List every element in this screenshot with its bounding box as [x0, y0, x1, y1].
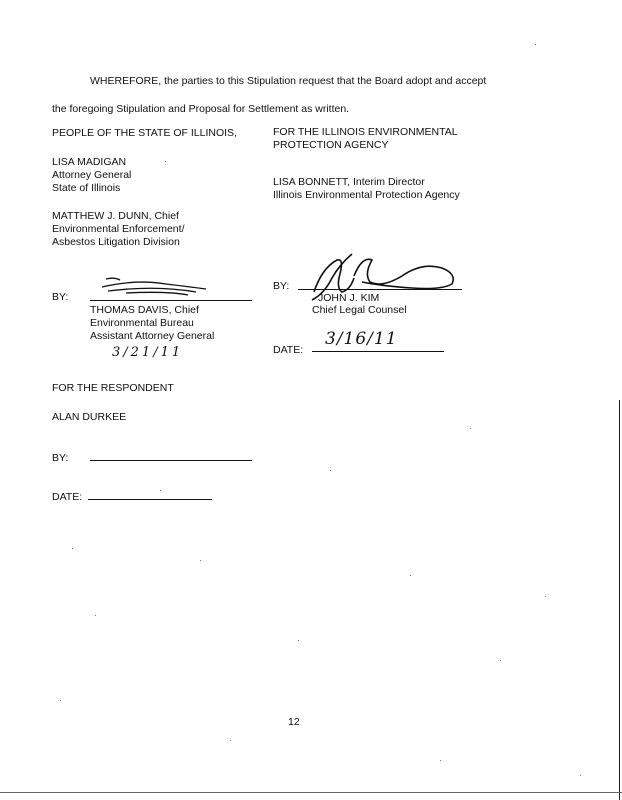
scan-speck	[535, 44, 536, 45]
iepa-heading-1: FOR THE ILLINOIS ENVIRONMENTAL	[273, 126, 458, 138]
ag-name: LISA MADIGAN	[52, 156, 127, 168]
scan-speck	[298, 640, 299, 641]
respondent-name: ALAN DURKEE	[52, 411, 127, 423]
davis-name: THOMAS DAVIS, Chief	[90, 304, 199, 316]
right-by-label: BY:	[273, 280, 290, 292]
scan-speck	[230, 740, 231, 741]
left-signature-line	[90, 300, 252, 301]
davis-handwritten-date: 3/21/11	[112, 345, 184, 360]
scan-edge-right	[619, 400, 620, 800]
kim-handwritten-date: 3/16/11	[325, 329, 398, 349]
director-name: LISA BONNETT, Interim Director	[273, 176, 425, 188]
right-date-line	[312, 351, 444, 352]
davis-title-1: Environmental Bureau	[90, 317, 194, 329]
scan-speck	[500, 660, 501, 661]
scan-speck	[440, 760, 441, 761]
respondent-date-label: DATE:	[52, 491, 83, 503]
left-by-label: BY:	[52, 291, 69, 303]
respondent-heading: FOR THE RESPONDENT	[52, 382, 174, 394]
davis-title-2: Assistant Attorney General	[90, 330, 215, 342]
scan-speck	[165, 161, 166, 162]
scan-edge-bottom	[0, 792, 622, 793]
scan-speck	[60, 700, 61, 701]
scan-speck	[545, 596, 546, 597]
chief-title-2: Asbestos Litigation Division	[52, 236, 180, 248]
intro-line-1: WHEREFORE, the parties to this Stipulation request that the Board adopt and accept	[90, 75, 487, 87]
right-date-label: DATE:	[273, 344, 304, 356]
respondent-signature-line	[90, 460, 252, 461]
people-heading: PEOPLE OF THE STATE OF ILLINOIS,	[52, 127, 237, 139]
scan-speck	[410, 575, 411, 576]
iepa-heading-2: PROTECTION AGENCY	[273, 139, 389, 151]
director-title: Illinois Environmental Protection Agency	[273, 189, 460, 201]
scan-speck	[330, 470, 331, 471]
intro-line-2: the foregoing Stipulation and Proposal for Settlement as written.	[52, 103, 350, 115]
scan-speck	[72, 548, 73, 549]
davis-signature	[96, 275, 226, 301]
kim-name: JOHN J. KIM	[318, 292, 380, 304]
page-number: 12	[288, 716, 300, 728]
respondent-by-label: BY:	[52, 452, 69, 464]
scan-speck	[95, 615, 96, 616]
kim-title: Chief Legal Counsel	[312, 304, 407, 316]
scan-speck	[580, 775, 581, 776]
respondent-date-line	[88, 499, 212, 500]
scan-speck	[470, 428, 471, 429]
scan-speck	[200, 560, 201, 561]
ag-title-2: State of Illinois	[52, 182, 121, 194]
right-signature-line	[298, 289, 462, 290]
ag-title-1: Attorney General	[52, 169, 132, 181]
scan-speck	[160, 490, 161, 491]
davis-signature-stroke	[102, 278, 206, 295]
chief-name: MATTHEW J. DUNN, Chief	[52, 210, 179, 222]
chief-title-1: Environmental Enforcement/	[52, 223, 185, 235]
